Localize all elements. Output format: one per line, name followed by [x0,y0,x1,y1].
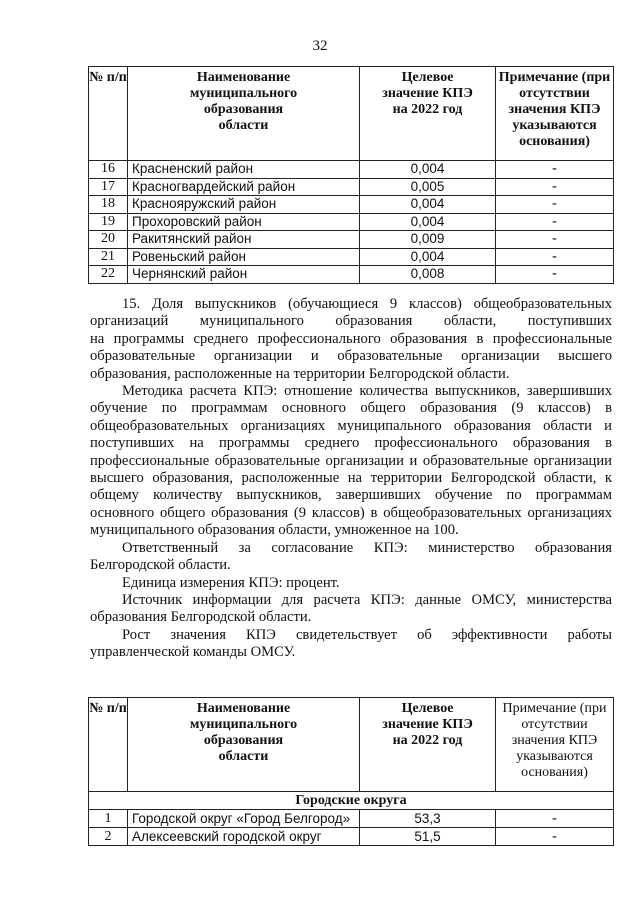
cell-name: Городской округ «Город Белгород» [128,810,360,828]
cell-name: Прохоровский район [128,213,360,231]
header-name: Наименование муниципального образования области [128,698,360,792]
group-label: Городские округа [89,792,614,810]
cell-note: - [496,178,614,196]
table-row [89,248,614,266]
paragraph-growth: Рост значения КПЭ свидетельствует об эффективности работы управленческой команды ОМСУ. [90,626,612,661]
cell-note: - [496,213,614,231]
cell-num: 18 [89,196,128,214]
paragraph-kpi-title-line1: 15. Доля выпускников (обучающиеся 9 классов) общеобразовательных [122,296,612,312]
table-body [89,810,614,846]
header-note [496,698,614,792]
table-row [89,161,614,179]
cell-note: - [496,196,614,214]
header-note [496,67,614,161]
cell-value: 0,008 [360,266,496,284]
paragraph-unit: Единица измерения КПЭ: процент. [122,574,340,591]
cell-note: - [496,231,614,249]
table-header-row [89,67,614,161]
cell-note: - [496,266,614,284]
paragraph-kpi-title-rest: на программы среднего профессионального образования в профессиональные образовательные организации и образовательные организации высшего образования, расположенные на территории Белгородской области. [90,330,612,382]
kpi-table-cities [88,697,614,846]
cell-num: 17 [89,178,128,196]
group-row [89,792,614,810]
cell-name: Чернянский район [128,266,360,284]
table-row [89,231,614,249]
paragraph-responsible: Ответственный за согласование КПЭ: министерство образования Белгородской области. [90,539,612,574]
header-num: № п/п [89,67,128,161]
cell-num: 20 [89,231,128,249]
table-row [89,213,614,231]
table-row [89,266,614,284]
cell-value: 0,004 [360,248,496,266]
kpi-table-continued [88,66,614,284]
paragraph-methodology: Методика расчета КПЭ: отношение количества выпускников, завершивших обучение по программам основного общего образования (9 классов) в общеобразовательных организациях муниципального образования области и поступивших на программы среднего профессионального образования в профессиональные образовательные организации и образовательные организации высшего образования, расположенные на территории Белгородской области, к общему количеству выпускников, завершивших обучение по программам основного общего образования (9 классов) в общеобразовательных организациях муниципального образования области, умноженное на 100. [90,383,612,539]
cell-name: Красногвардейский район [128,178,360,196]
cell-num: 16 [89,161,128,179]
table-row [89,196,614,214]
table-row [89,810,614,828]
cell-value: 0,005 [360,178,496,196]
table-body [89,161,614,284]
cell-note: - [496,828,614,846]
cell-num: 2 [89,828,128,846]
header-target: Целевое значение КПЭ на 2022 год [360,67,496,161]
cell-note: - [496,248,614,266]
cell-note: - [496,810,614,828]
cell-num: 19 [89,213,128,231]
cell-value: 0,004 [360,161,496,179]
table-header-row [89,698,614,792]
table-row [89,828,614,846]
cell-name: Ровеньский район [128,248,360,266]
kpi-description [90,296,612,662]
cell-num: 21 [89,248,128,266]
cell-name: Краснояружский район [128,196,360,214]
cell-num: 22 [89,266,128,284]
cell-name: Алексеевский городской округ [128,828,360,846]
header-num: № п/п [89,698,128,792]
header-target: Целевое значение КПЭ на 2022 год [360,698,496,792]
cell-name: Красненский район [128,161,360,179]
table-row [89,178,614,196]
cell-name: Ракитянский район [128,231,360,249]
cell-note: - [496,161,614,179]
cell-value: 0,009 [360,231,496,249]
cell-value: 0,004 [360,213,496,231]
header-note-text: Примечание (при отсутствии значения КПЭ указываются основания) [498,70,611,149]
paragraph-source: Источник информации для расчета КПЭ: данные ОМСУ, министерства образования Белгородской области. [90,591,612,626]
paragraph-kpi-title-line2: организаций муниципального образования области, поступивших [90,313,612,330]
header-name: Наименование муниципального образования области [128,67,360,161]
header-note-text: Примечание (при отсутствии значения КПЭ указываются основания) [502,701,607,780]
page-number: 32 [312,38,328,54]
cell-value: 53,3 [360,810,496,828]
cell-value: 51,5 [360,828,496,846]
cell-value: 0,004 [360,196,496,214]
cell-num: 1 [89,810,128,828]
